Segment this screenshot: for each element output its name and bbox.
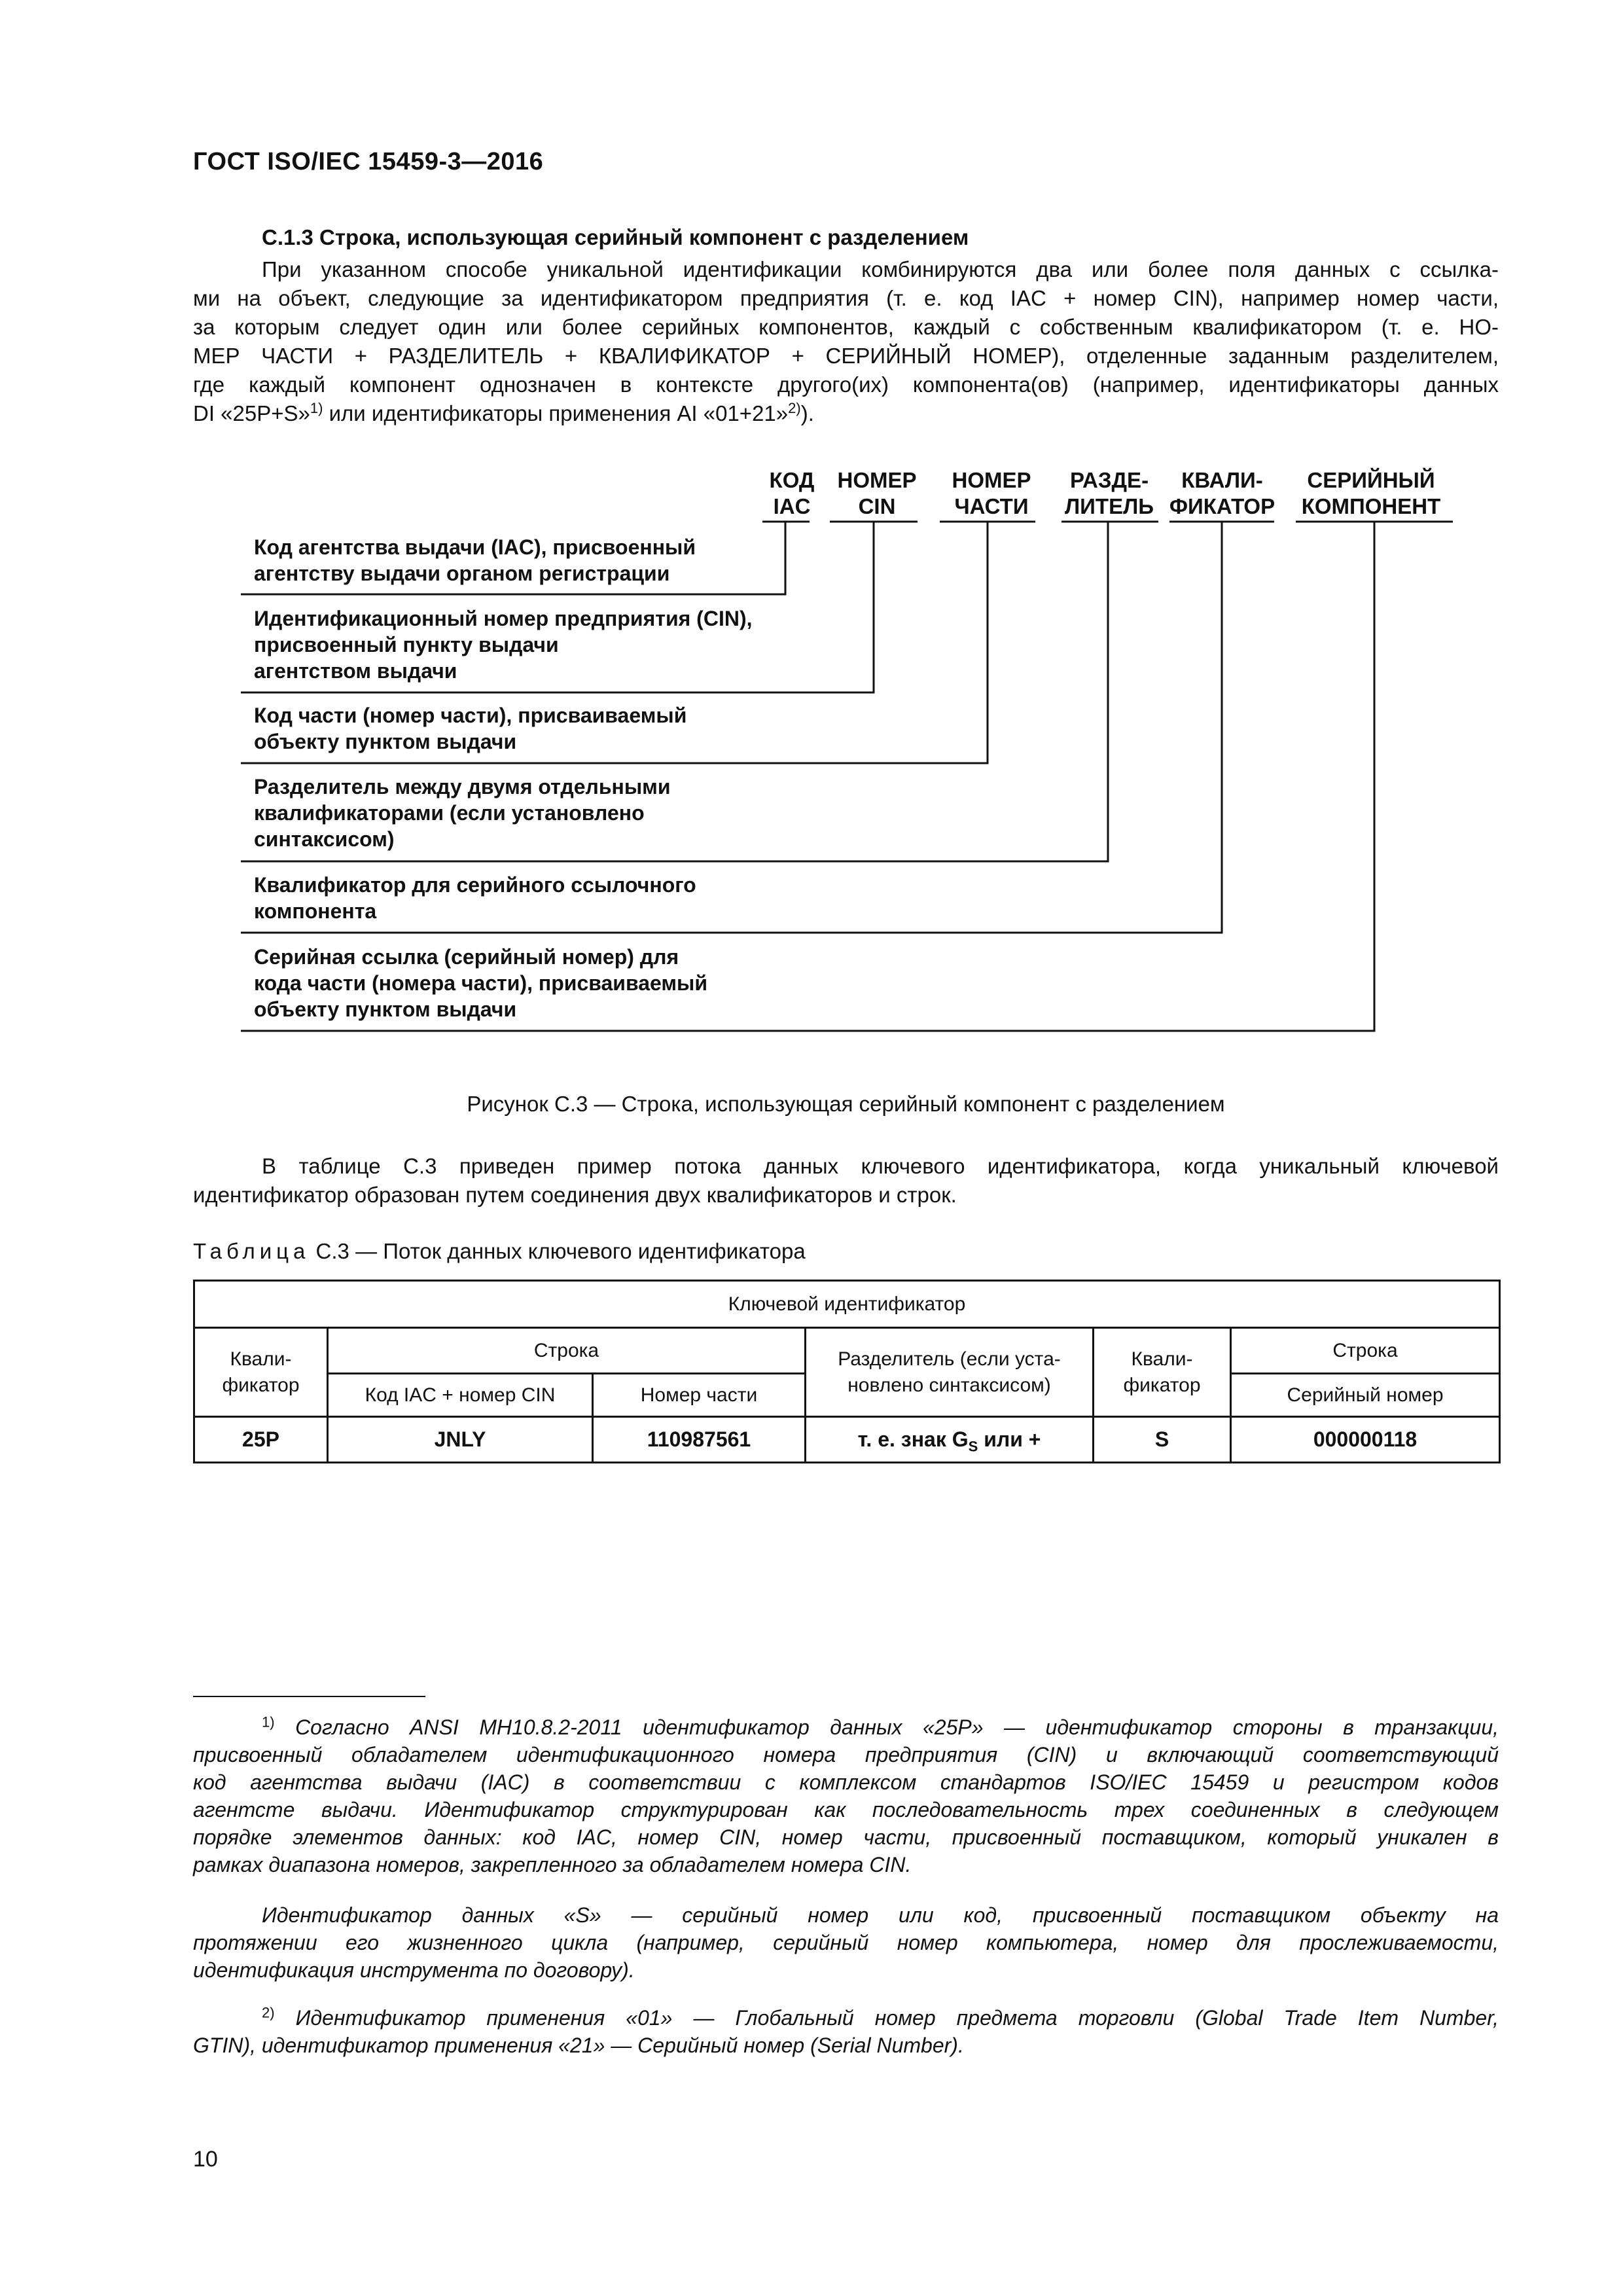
diagram-label-iac: Код агентства выдачи (IAC), присвоенный агентству выдачи органом регистрации xyxy=(254,535,696,585)
page-number: 10 xyxy=(193,2147,218,2172)
section-title: С.1.3 Строка, использующая серийный компонент с разделением xyxy=(262,225,969,249)
table-title-text: С.3 — Поток данных ключевого идентификатора xyxy=(310,1239,806,1263)
column-header-cin: НОМЕР CIN xyxy=(837,468,917,518)
column-header-part: НОМЕР ЧАСТИ xyxy=(952,468,1031,518)
column-header-qualifier: КВАЛИ- ФИКАТОР xyxy=(1169,468,1275,518)
footnote-line: $^{1)}$ Согласно ANSI MH10.8.2-2011 идентификатор данных «25P» — идентификатор стороны в транзакции, xyxy=(262,1713,1499,1739)
key-identifier-table xyxy=(193,1280,1501,1463)
paragraph-line: МЕР ЧАСТИ + РАЗДЕЛИТЕЛЬ + КВАЛИФИКАТОР + СЕРИЙНЫЙ НОМЕР), отделенные заданным разделителем, xyxy=(193,344,1499,368)
footnote-separator xyxy=(193,1696,425,1697)
diagram-connector-lines xyxy=(0,0,1623,1047)
table-cell: т. е. знак $G_S$ или + xyxy=(806,1417,1094,1463)
connector-iac xyxy=(241,522,785,594)
table-header-qualifier: Квали-фикатор xyxy=(1094,1328,1231,1417)
paragraph-line: При указанном способе уникальной идентификации комбинируются два или более поля данных с ссылка- xyxy=(262,257,1499,281)
footnote-line: код агентства выдачи (IAC) в соответствии с комплексом стандартов ISO/IEC 15459 и регистром кодов xyxy=(193,1770,1499,1794)
diagram-label-part: Код части (номер части), присваиваемый объекту пунктом выдачи xyxy=(254,704,687,753)
table-header-separator: Разделитель (если уста-новлено синтаксисом) xyxy=(806,1328,1094,1417)
footnote-line: $^{2)}$ Идентификатор применения «01» — Глобальный номер предмета торговли (Global Trade Item Number, xyxy=(262,2004,1499,2030)
paragraph-line: В таблице С.3 приведен пример потока данных ключевого идентификатора, когда уникальный ключевой xyxy=(262,1154,1499,1178)
table-header-serial-number: Серийный номер xyxy=(1231,1374,1500,1417)
connector-serial xyxy=(241,522,1374,1031)
connector-qualifier xyxy=(241,522,1222,933)
paragraph-line: где каждый компонент однозначен в контексте другого(их) компонента(ов) (например, идентификаторы данных xyxy=(193,372,1499,397)
paragraph-line: идентификатор образован путем соединения двух квалификаторов и строк. xyxy=(193,1183,957,1207)
table-cell: 000000118 xyxy=(1231,1417,1500,1463)
table-cell: 25P xyxy=(194,1417,328,1463)
footnote-2 xyxy=(193,2004,1499,2063)
table-title xyxy=(193,1239,806,1264)
table-header-qualifier: Квали-фикатор xyxy=(194,1328,328,1417)
connector-part xyxy=(241,522,988,763)
footnote-ref-2[interactable]: 2) xyxy=(788,400,801,416)
diagram-label-serial: Серийная ссылка (серийный номер) для кода части (номера части), присваиваемый объекту пунктом выдачи xyxy=(254,945,708,1021)
diagram-label-qualifier: Квалификатор для серийного ссылочного компонента xyxy=(254,873,696,923)
footnote-line: протяжении его жизненного цикла (например, серийный номер компьютера, номер для прослеживаемости, xyxy=(193,1931,1499,1954)
diagram-label-separator: Разделитель между двумя отдельными квалификаторами (если установлено синтаксисом) xyxy=(254,775,671,851)
table-header-key-identifier: Ключевой идентификатор xyxy=(194,1281,1500,1328)
paragraph-text: или идентификаторы применения AI «01+21» xyxy=(323,401,789,425)
footnote-ref-1[interactable]: 1) xyxy=(310,400,323,416)
footnote-line: GTIN), идентификатор применения «21» — Серийный номер (Serial Number). xyxy=(193,2034,964,2057)
paragraph-text: DI «25P+S» xyxy=(193,401,310,425)
paragraph-line: за которым следует один или более серийных компонентов, каждый с собственным квалификатором (т. е. НО- xyxy=(193,315,1499,339)
footnote-line: агентсте выдачи. Идентификатор структурирован как последовательность трех соединенных в следующем xyxy=(193,1798,1499,1821)
table-header-string: Строка xyxy=(328,1328,806,1374)
table-intro-paragraph xyxy=(193,1152,1499,1211)
column-header-iac: КОД IAC xyxy=(769,468,815,518)
table-cell: S xyxy=(1094,1417,1231,1463)
table-cell: JNLY xyxy=(328,1417,593,1463)
footnote-1 xyxy=(193,1713,1499,1884)
table-cell: 110987561 xyxy=(593,1417,806,1463)
footnote-line: порядке элементов данных: код IAC, номер CIN, номер части, присвоенный поставщиком, который уникален в xyxy=(193,1825,1499,1849)
connector-cin xyxy=(241,522,874,692)
column-header-separator: РАЗДЕ- ЛИТЕЛЬ xyxy=(1065,468,1154,518)
table-title-prefix: Таблица xyxy=(193,1239,310,1263)
table-header-iac-cin: Код IAC + номер CIN xyxy=(328,1374,593,1417)
footnote-mark-2: 2) xyxy=(262,2004,275,2021)
table-header-part-number: Номер части xyxy=(593,1374,806,1417)
footnote-line: рамках диапазона номеров, закрепленного за обладателем номера CIN. xyxy=(193,1853,912,1876)
paragraph-line: ми на объект, следующие за идентификатором предприятия (т. е. код IAC + номер CIN), например номер части, xyxy=(193,286,1499,310)
paragraph-text: ). xyxy=(800,401,814,425)
column-header-serial: СЕРИЙНЫЙ КОМПОНЕНТ xyxy=(1301,468,1441,518)
footnote-line: идентификация инструмента по договору). xyxy=(193,1958,635,1982)
footnote-mark-1: 1) xyxy=(262,1713,275,1731)
footnote-1-continued xyxy=(193,1901,1499,1986)
figure-caption: Рисунок С.3 — Строка, использующая серийный компонент с разделением xyxy=(467,1092,1225,1116)
footnote-line: Идентификатор данных «S» — серийный номер или код, присвоенный поставщиком объекту на xyxy=(262,1903,1499,1927)
diagram-label-cin: Идентификационный номер предприятия (CIN), присвоенный пункту выдачи агентством выдачи xyxy=(254,607,753,683)
document-header: ГОСТ ISO/IEC 15459-3—2016 xyxy=(193,148,544,175)
table-header-string: Строка xyxy=(1231,1328,1500,1374)
footnote-line: присвоенный обладателем идентификационного номера предприятия (CIN) и включающий соответствующий xyxy=(193,1743,1499,1767)
